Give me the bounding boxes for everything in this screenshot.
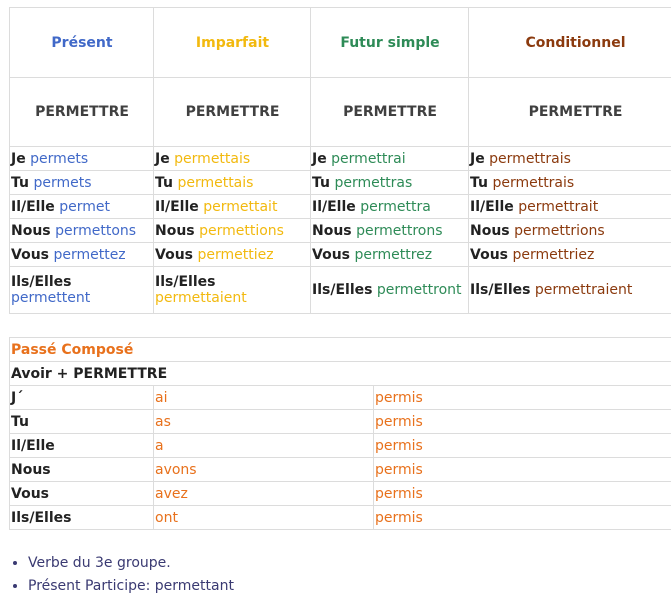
auxiliary-cell: avons xyxy=(154,458,374,482)
conjugation-cell: Nous permettrons xyxy=(311,219,469,243)
conjugation-cell: Nous permettions xyxy=(154,219,311,243)
tense-header-imparfait: Imparfait xyxy=(154,8,311,78)
conjugation-cell: Ils/Elles permettent xyxy=(10,267,154,314)
auxiliary-cell: ont xyxy=(154,506,374,530)
conjugation-cell: Nous permettrions xyxy=(469,219,671,243)
participle-cell: permis xyxy=(374,458,671,482)
table-row xyxy=(10,195,671,219)
conjugation-cell: Il/Elle permettra xyxy=(311,195,469,219)
verb-label: PERMETTRE xyxy=(10,78,154,147)
table-row xyxy=(10,506,671,530)
conjugation-cell: Tu permettrais xyxy=(469,171,671,195)
auxiliary-cell: avez xyxy=(154,482,374,506)
tense-header-conditionnel: Conditionnel xyxy=(469,8,671,78)
conjugation-cell: Vous permettrez xyxy=(311,243,469,267)
verb-label: PERMETTRE xyxy=(311,78,469,147)
table-row xyxy=(10,147,671,171)
tense-header-futur-simple: Futur simple xyxy=(311,8,469,78)
conjugation-cell: Je permets xyxy=(10,147,154,171)
verb-label: PERMETTRE xyxy=(154,78,311,147)
auxiliary-label: Avoir + PERMETTRE xyxy=(10,362,671,386)
conjugation-cell: Ils/Elles permettront xyxy=(311,267,469,314)
conjugation-cell: Tu permets xyxy=(10,171,154,195)
pronoun-cell: Vous xyxy=(10,482,154,506)
pronoun-cell: Il/Elle xyxy=(10,434,154,458)
notes-list xyxy=(10,552,234,598)
table-row xyxy=(10,171,671,195)
participle-cell: permis xyxy=(374,386,671,410)
list-item: • Présent Participe: permettant xyxy=(28,575,234,598)
table-row xyxy=(10,219,671,243)
conjugation-cell: Il/Elle permet xyxy=(10,195,154,219)
list-item: • Verbe du 3e groupe. xyxy=(28,552,234,575)
participle-cell: permis xyxy=(374,434,671,458)
participle-cell: permis xyxy=(374,410,671,434)
verb-label: PERMETTRE xyxy=(469,78,671,147)
table-row xyxy=(10,434,671,458)
table-row xyxy=(10,458,671,482)
auxiliary-cell: as xyxy=(154,410,374,434)
conjugation-cell: Ils/Elles permettaient xyxy=(154,267,311,314)
auxiliary-cell: a xyxy=(154,434,374,458)
participle-cell: permis xyxy=(374,506,671,530)
conjugation-cell: Je permettais xyxy=(154,147,311,171)
conjugation-cell: Vous permettiez xyxy=(154,243,311,267)
conjugation-cell: Il/Elle permettait xyxy=(154,195,311,219)
passe-compose-title: Passé Composé xyxy=(10,338,671,362)
tense-header-present: Présent xyxy=(10,8,154,78)
pronoun-cell: J´ xyxy=(10,386,154,410)
table-row xyxy=(10,410,671,434)
table-row xyxy=(10,386,671,410)
pronoun-cell: Nous xyxy=(10,458,154,482)
table-row xyxy=(10,267,671,314)
conjugation-cell: Ils/Elles permettraient xyxy=(469,267,671,314)
conjugation-cell: Il/Elle permettrait xyxy=(469,195,671,219)
conjugation-cell: Vous permettez xyxy=(10,243,154,267)
conjugation-cell: Je permettrais xyxy=(469,147,671,171)
auxiliary-cell: ai xyxy=(154,386,374,410)
conjugation-cell: Je permettrai xyxy=(311,147,469,171)
conjugation-table xyxy=(9,7,671,314)
table-row xyxy=(10,243,671,267)
conjugation-cell: Nous permettons xyxy=(10,219,154,243)
pronoun-cell: Ils/Elles xyxy=(10,506,154,530)
pronoun-cell: Tu xyxy=(10,410,154,434)
conjugation-cell: Tu permettras xyxy=(311,171,469,195)
conjugation-cell: Tu permettais xyxy=(154,171,311,195)
table-row xyxy=(10,482,671,506)
participle-cell: permis xyxy=(374,482,671,506)
conjugation-cell: Vous permettriez xyxy=(469,243,671,267)
passe-compose-table xyxy=(9,337,671,530)
